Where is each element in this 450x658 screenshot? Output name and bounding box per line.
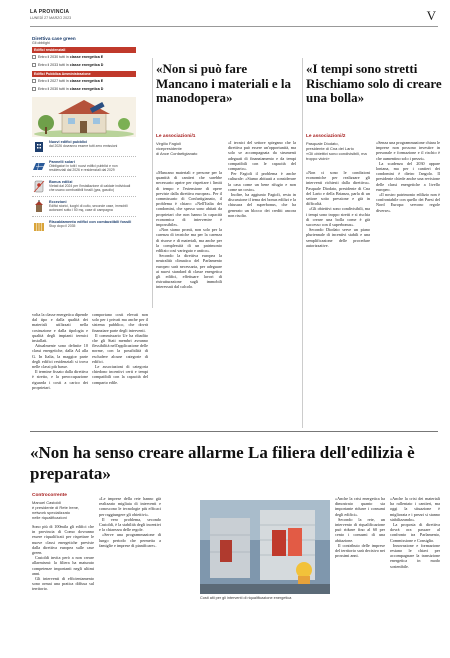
page-header: [0, 0, 450, 28]
article-1-column-a: «Mancano materiali e persone per la quantità di cantieri che sarebbe necessario aprire per rispettare i limiti di tempo e l'estensione di opere previste dalla direttiva europea». Per il commissario di Confartigianato, il problema è chiaro: «Nell'Italia dei condomini, che spesso sono abitati da proprietari che non hanno la capacità economica di intervenire è impossibile». «Non siamo pronti, non solo per la carenza di tecniche ma per la carenza di risorse e di materiali, ma anche per la complessità di un patrimonio edilizio così variegato e antico». Secondo la direttiva europea la neutralità climatica del Parlamento europeo sarà necessaria, per adeguare ai nuovi standard di classe energetica gli edifici, effettuare lavori di ristrutturazione sugli immobili interessati dal calcolo.: [156, 170, 222, 290]
article-1-kicker: Le associazioni/1: [156, 134, 196, 139]
info-item: [32, 160, 142, 173]
info-item: [32, 220, 142, 233]
info-item-text: Edifici storici, luoghi di culto, seconde case, immobili autonomi sotto i 50 mq, case di campagna: [49, 204, 128, 213]
article-3-column-b: «Le imprese della rete hanno già realizzato migliaia di interventi e conoscono le tecnologie più efficaci per raggiungere gli obiettivi». Il vero problema, secondo Castoldi, è la stabilità degli incentivi e la chiarezza delle regole. «Serve una programmazione di lungo periodo che permetta a famiglie e imprese di pianificare».: [99, 496, 161, 548]
article-3-byline: Manuel Castoldi è presidente di Rete Irene, network specializzato nelle riqualificazioni: [32, 500, 80, 520]
article-2-kicker: Le associazioni/2: [306, 134, 346, 139]
checkbox-icon: [32, 87, 36, 91]
public-header: Edifici Pubblica Amministrazione: [32, 71, 136, 77]
info-item: [32, 140, 142, 153]
checkbox-icon: [32, 79, 36, 83]
article-1-byline: Virgilio Fagioli vicepresidente di Ance Confartigianato: [156, 141, 198, 156]
checkbox-icon: [32, 55, 36, 59]
church-icon: [32, 200, 46, 213]
residential-header: Edifici residenziali: [32, 47, 136, 53]
solar-panel-icon: [32, 160, 46, 173]
article-3-headline: «Non ha senso creare allarme La filiera dell'edilizia è preparata»: [30, 443, 415, 483]
article-3-photo: [200, 500, 330, 594]
article-2-headline: «I tempi sono stretti Rischiamo solo di creare una bolla»: [306, 61, 442, 105]
article-3-column-d: «Anche la crisi dei materiali ha rallentato i cantieri, ma oggi la situazione è migliorata e i prezzi si stanno stabilizzando». La proposta di direttiva dovrà ora passare al confronto tra Parlamento, Commissione e Consiglio. Innovazione e formazione restano le chiavi per accompagnare la transizione energetica in modo sostenibile.: [390, 496, 440, 569]
checkbox-icon: [32, 63, 36, 67]
info-item-text: Obbligatori in tutti i nuovi edifici pubblici e non residenziali dal 2026 e residenziali dal 2029: [49, 164, 118, 173]
left-column-a: volta la classe energetica dipende dal tipo e dalla qualità dei materiali utilizzati nella costruzione e dalla tipologia e qualità degli impianti termici installati. Attualmente sono definite 10 classi energetiche, dalla A4 alla G. In Italia, la maggior parte degli edifici residenziali si trova nelle classi più basse. Il termine fissato dalla direttiva è stretto, e la preoccupazione riguarda i costi a carico dei proprietari.: [32, 312, 88, 390]
info-item-title: Riscaldamento edifici con combustibili fossili: [49, 220, 132, 224]
section-letter: V: [426, 8, 436, 23]
article-2-column-a: «Non ci sono le condizioni economiche per realizzare gli interventi richiesti dalla direttiva». Pasquale Diodato, presidente di Cna del Lario e della Brianza, parla di un settore sotto pressione e già in difficoltà. «Gli obiettivi sono condivisibili, ma i tempi sono troppo stretti e si rischia di creare una bolla come è già successo con il superbonus». Secondo Diodato serve un piano pluriennale di incentivi stabili e una semplificazione delle procedure autorizzative.: [306, 170, 370, 248]
info-item-text: dal 2026 dovranno essere tutti zero emissioni: [49, 144, 118, 149]
photo-caption: Costi alti per gli interventi di riqualificazione energetica: [200, 596, 292, 600]
column-separator: [152, 58, 153, 308]
radiator-icon: [32, 220, 46, 233]
public-row: Entro il 2027 tutti in classe energetica E: [32, 77, 142, 85]
residential-row: Entro il 2030 tutti in classe energetica E: [32, 53, 142, 61]
section-divider: [30, 431, 438, 432]
masthead-date: LUNEDÌ 27 MARZO 2023: [30, 16, 72, 20]
article-3-column-c: «Anche la crisi energetica ha dimostrato quanto sia importante ridurre i consumi degli edifici». Secondo la rete, un intervento di riqualificazione può ridurre fino al 60 per cento i consumi di una abitazione. Il contributo delle imprese del territorio sarà decisivo nei prossimi anni.: [335, 496, 385, 559]
infographic-case-green: [32, 36, 142, 306]
house-illustration: [32, 97, 136, 137]
info-item-text: Stop dopo il 2035: [49, 224, 76, 229]
info-item-title: Pannelli solari: [49, 160, 75, 164]
header-rule: [30, 26, 438, 27]
article-3-column-a: Sono più di 100mila gli edifici che in provincia di Como dovranno essere riqualificati per rispettare le nuove classi energetiche previste dalla direttiva europea sulle case green. Castoldi invita però a non creare allarmismi: la filiera ha maturato competenze importanti negli ultimi anni. Gli interventi di efficientamento sono ormai una pratica diffusa sul territorio.: [32, 524, 94, 592]
article-2-byline: Pasquale Diodato, presidente di Cna del Lario «Gli obiettivi sono condivisibili, ma troppo vicini»: [306, 141, 367, 161]
left-column-b: comportano costi elevati non solo per i privati ma anche per il sistema pubblico, che dovrà finanziare parte degli interventi. Il commissario Ue ha ribadito che gli Stati membri avranno flessibilità nell'applicazione delle norme, con la possibilità di escludere alcune categorie di edifici. Le associazioni di categoria chiedono incentivi certi e tempi compatibili con la capacità del comparto edile.: [92, 312, 148, 385]
boiler-icon: [32, 180, 46, 193]
info-item: [32, 180, 142, 193]
residential-row: Entro il 2033 tutti in classe energetica D: [32, 61, 142, 69]
info-item-text: Vietati dal 2024 per l'installazione di caldaie individuali che usano combustibili fossili (gas, gasolio): [49, 184, 131, 193]
article-3-kicker: Controcorrente: [32, 493, 67, 498]
masthead-title: LA PROVINCIA: [30, 9, 70, 15]
info-item-title: Bonus edilizi: [49, 180, 73, 184]
infographic-title: Direttiva case green: [32, 36, 76, 41]
infographic-subtitle: Gli obblighi: [32, 41, 50, 45]
column-separator: [302, 58, 303, 428]
article-2-column-b: «Senza una programmazione chiara le imprese non possono investire in personale e formazione e il rischio è che aumentino solo i prezzi». La scadenza del 2030 appare lontana, ma per i cantieri dei condomini è dietro l'angolo. Il presidente chiede anche una revisione delle classi energetiche a livello europeo. «Il nostro patrimonio edilizio non è confrontabile con quello dei Paesi del Nord Europa: servono regole diverse».: [376, 140, 440, 213]
info-item-title: Eccezioni: [49, 200, 67, 204]
article-1-headline: «Non si può fare Mancano i materiali e la manodopera»: [156, 61, 292, 105]
public-row: Entro il 2030 tutti in classe energetica D: [32, 85, 142, 93]
building-icon: [32, 140, 46, 153]
info-item: [32, 200, 142, 213]
article-1-column-b: «I tecnici del settore spiegano che la direttiva può essere un'opportunità, ma solo se accompagnata da strumenti adeguati di finanziamento e da tempi compatibili con le capacità del comparto». Per Fagioli il problema è anche culturale: «Siamo abituati a considerare la casa come un bene rifugio e non come un costo». Inoltre, ha aggiunto Fagioli, resta in discussione il tema dei bonus edilizi e la chiusura del superbonus, che ha generato un blocco dei crediti ancora non risolto.: [228, 140, 296, 218]
info-item-title: Nuovi edifici pubblici: [49, 140, 88, 144]
